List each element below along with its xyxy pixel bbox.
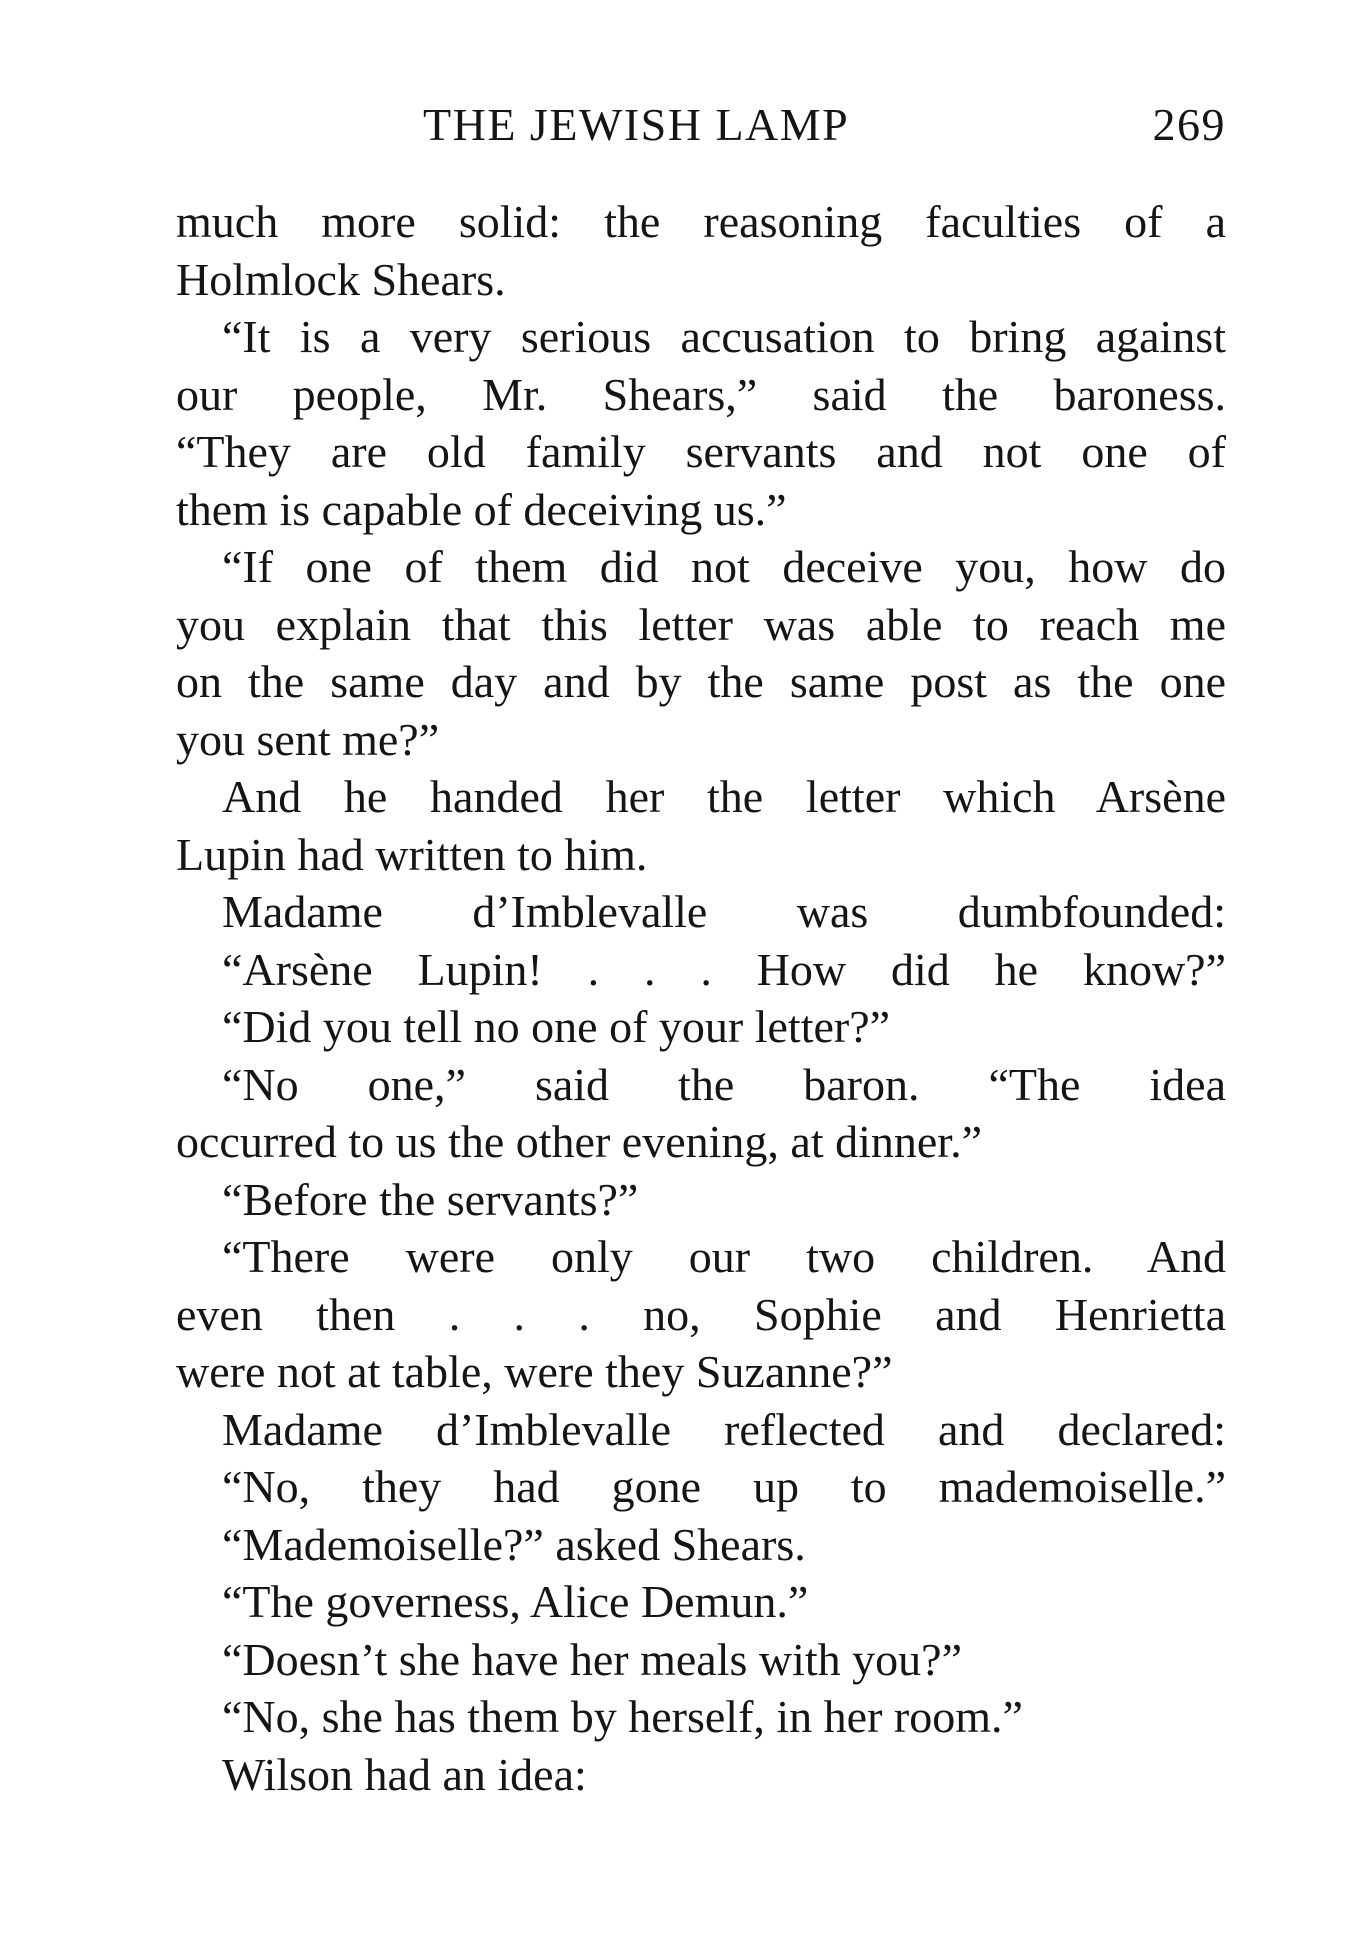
text-line: “Did you tell no one of your letter?”: [222, 1001, 891, 1052]
text-line: much more solid: the reasoning faculties of a: [176, 196, 1226, 247]
page-number: 269: [1152, 99, 1226, 150]
text-line: “No, they had gone up to mademoiselle.”: [222, 1461, 1226, 1512]
body-text: [176, 193, 1226, 1803]
text-line: “It is a very serious accusation to bring against: [222, 311, 1226, 362]
text-line: on the same day and by the same post as the one: [176, 656, 1226, 707]
text-line: them is capable of deceiving us.”: [176, 483, 787, 535]
text-line: “Mademoiselle?” asked Shears.: [222, 1518, 806, 1570]
text-line: Wilson had an idea:: [222, 1748, 587, 1800]
text-line: you sent me?”: [176, 713, 440, 765]
text-line: And he handed her the letter which Arsène: [222, 771, 1226, 822]
text-line: “Arsène Lupin! . . . How did he know?”: [222, 943, 1226, 995]
running-title: THE JEWISH LAMP: [423, 99, 850, 150]
text-line: “Before the servants?”: [222, 1173, 639, 1225]
text-line: occurred to us the other evening, at dinner.”: [176, 1116, 982, 1167]
running-header: [176, 90, 1226, 160]
text-line: Madame d’Imblevalle reflected and declared:: [222, 1403, 1226, 1455]
text-line: “There were only our two children. And: [222, 1231, 1226, 1282]
text-line: Madame d’Imblevalle was dumbfounded:: [222, 886, 1226, 937]
text-line: even then . . . no, Sophie and Henrietta: [176, 1288, 1226, 1340]
text-line: “If one of them did not deceive you, how do: [222, 541, 1226, 592]
text-line: “They are old family servants and not one of: [176, 426, 1226, 477]
text-line: “The governess, Alice Demun.”: [222, 1576, 809, 1627]
text-line: Lupin had written to him.: [176, 828, 648, 880]
text-line: “No one,” said the baron. “The idea: [222, 1058, 1226, 1110]
text-line: were not at table, were they Suzanne?”: [176, 1346, 893, 1397]
text-line: our people, Mr. Shears,” said the baroness.: [176, 368, 1226, 420]
text-line: “Doesn’t she have her meals with you?”: [222, 1633, 963, 1685]
text-line: “No, she has them by herself, in her room.”: [222, 1691, 1023, 1742]
text-line: you explain that this letter was able to reach me: [176, 598, 1226, 650]
text-line: Holmlock Shears.: [176, 253, 506, 305]
